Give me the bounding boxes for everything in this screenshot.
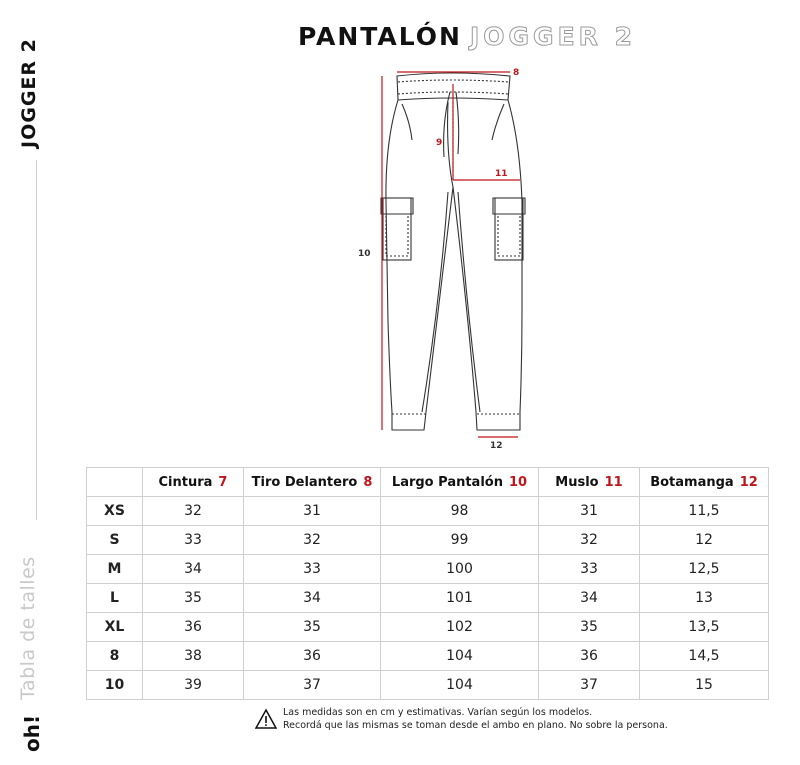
table-row: 8 38 36 104 36 14,5 xyxy=(87,642,769,671)
note-line-1: Las medidas son en cm y estimativas. Varían según los modelos. xyxy=(283,707,593,718)
warning-icon xyxy=(255,708,277,730)
title-outline: JOGGER 2 xyxy=(469,22,637,51)
page-title xyxy=(298,22,636,51)
brand-logo: oh! xyxy=(20,714,44,752)
header-largo: Largo Pantalón 10 xyxy=(381,468,539,497)
sidebar-product-title: JOGGER 2 xyxy=(18,38,40,148)
sidebar xyxy=(0,0,55,765)
table-header-row xyxy=(87,468,769,497)
title-main: PANTALÓN xyxy=(298,22,462,51)
sidebar-divider xyxy=(36,160,37,520)
size-table xyxy=(86,467,769,700)
header-cintura: Cintura 7 xyxy=(143,468,244,497)
header-botamanga: Botamanga 12 xyxy=(640,468,769,497)
label-hem: 12 xyxy=(490,441,503,451)
measurement-note xyxy=(255,706,668,732)
table-row: M 34 33 100 33 12,5 xyxy=(87,555,769,584)
label-waist: 8 xyxy=(513,68,520,78)
header-tiro: Tiro Delantero 8 xyxy=(244,468,381,497)
pants-illustration xyxy=(350,62,550,452)
sidebar-section-label: Tabla de talles xyxy=(17,556,39,700)
table-row: L 35 34 101 34 13 xyxy=(87,584,769,613)
table-row: 10 39 37 104 37 15 xyxy=(87,671,769,700)
label-length: 10 xyxy=(358,249,371,259)
label-thigh: 11 xyxy=(495,169,508,179)
table-corner xyxy=(87,468,143,497)
table-row: XS 32 31 98 31 11,5 xyxy=(87,497,769,526)
table-row: S 33 32 99 32 12 xyxy=(87,526,769,555)
table-row: XL 36 35 102 35 13,5 xyxy=(87,613,769,642)
label-rise: 9 xyxy=(436,138,443,148)
note-line-2: Recordá que las mismas se toman desde el ambo en plano. No sobre la persona. xyxy=(283,720,668,731)
pants-diagram xyxy=(350,62,550,452)
header-muslo: Muslo 11 xyxy=(539,468,640,497)
